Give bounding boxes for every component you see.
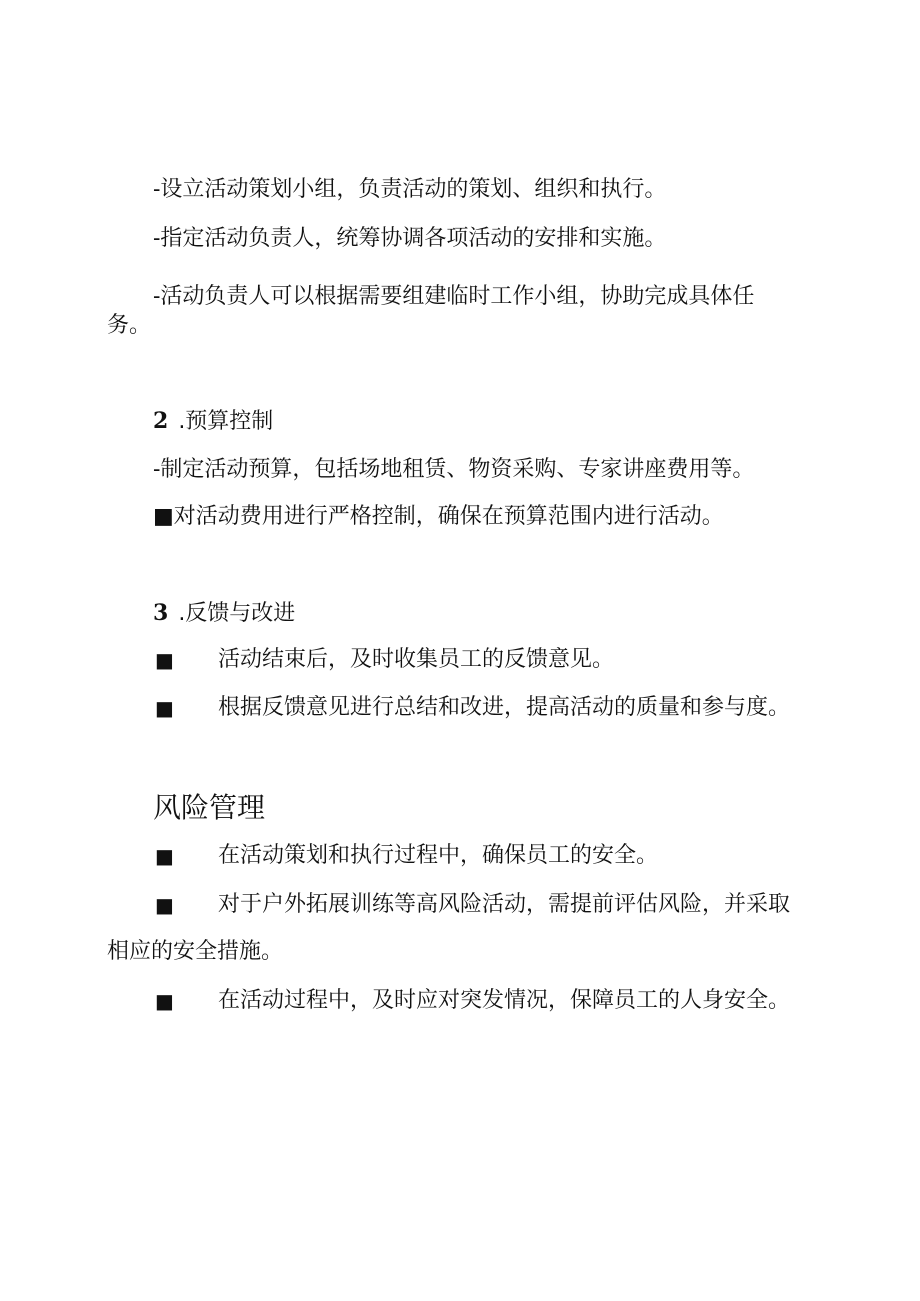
risk-bullet-2: ■ (155, 893, 174, 917)
org-item-1: -设立活动策划小组，负责活动的策划、组织和执行。 (153, 177, 667, 202)
risk-item-3: 在活动过程中，及时应对突发情况，保障员工的人身安全。 (218, 988, 791, 1013)
risk-bullet-3: ■ (155, 989, 174, 1013)
budget-item-2: ■对活动费用进行严格控制，确保在预算范围内进行活动。 (153, 504, 724, 529)
feedback-heading (153, 598, 295, 629)
budget-heading (153, 406, 273, 437)
budget-heading-title: .预算控制 (178, 409, 274, 434)
risk-section-title: 风险管理 (153, 791, 266, 824)
feedback-item-1: 活动结束后，及时收集员工的反馈意见。 (218, 647, 615, 672)
org-item-2: -指定活动负责人，统筹协调各项活动的安排和实施。 (153, 226, 667, 251)
budget-item-1: -制定活动预算，包括场地租赁、物资采购、专家讲座费用等。 (153, 457, 755, 482)
feedback-heading-title: .反馈与改进 (178, 601, 296, 626)
feedback-item-2: 根据反馈意见进行总结和改进，提高活动的质量和参与度。 (218, 695, 791, 720)
feedback-bullet-2: ■ (155, 696, 174, 720)
budget-heading-number: 2 (153, 408, 169, 434)
risk-item-1: 在活动策划和执行过程中，确保员工的安全。 (218, 843, 659, 868)
org-item-3: -活动负责人可以根据需要组建临时工作小组，协助完成具体任 (153, 284, 755, 309)
risk-item-2-continued: 相应的安全措施。 (107, 939, 284, 964)
risk-item-2: 对于户外拓展训练等高风险活动，需提前评估风险，并采取 (218, 892, 791, 917)
risk-bullet-1: ■ (155, 844, 174, 868)
feedback-bullet-1: ■ (155, 648, 174, 672)
org-item-3-continued: 务。 (107, 313, 152, 338)
feedback-heading-number: 3 (153, 600, 169, 626)
